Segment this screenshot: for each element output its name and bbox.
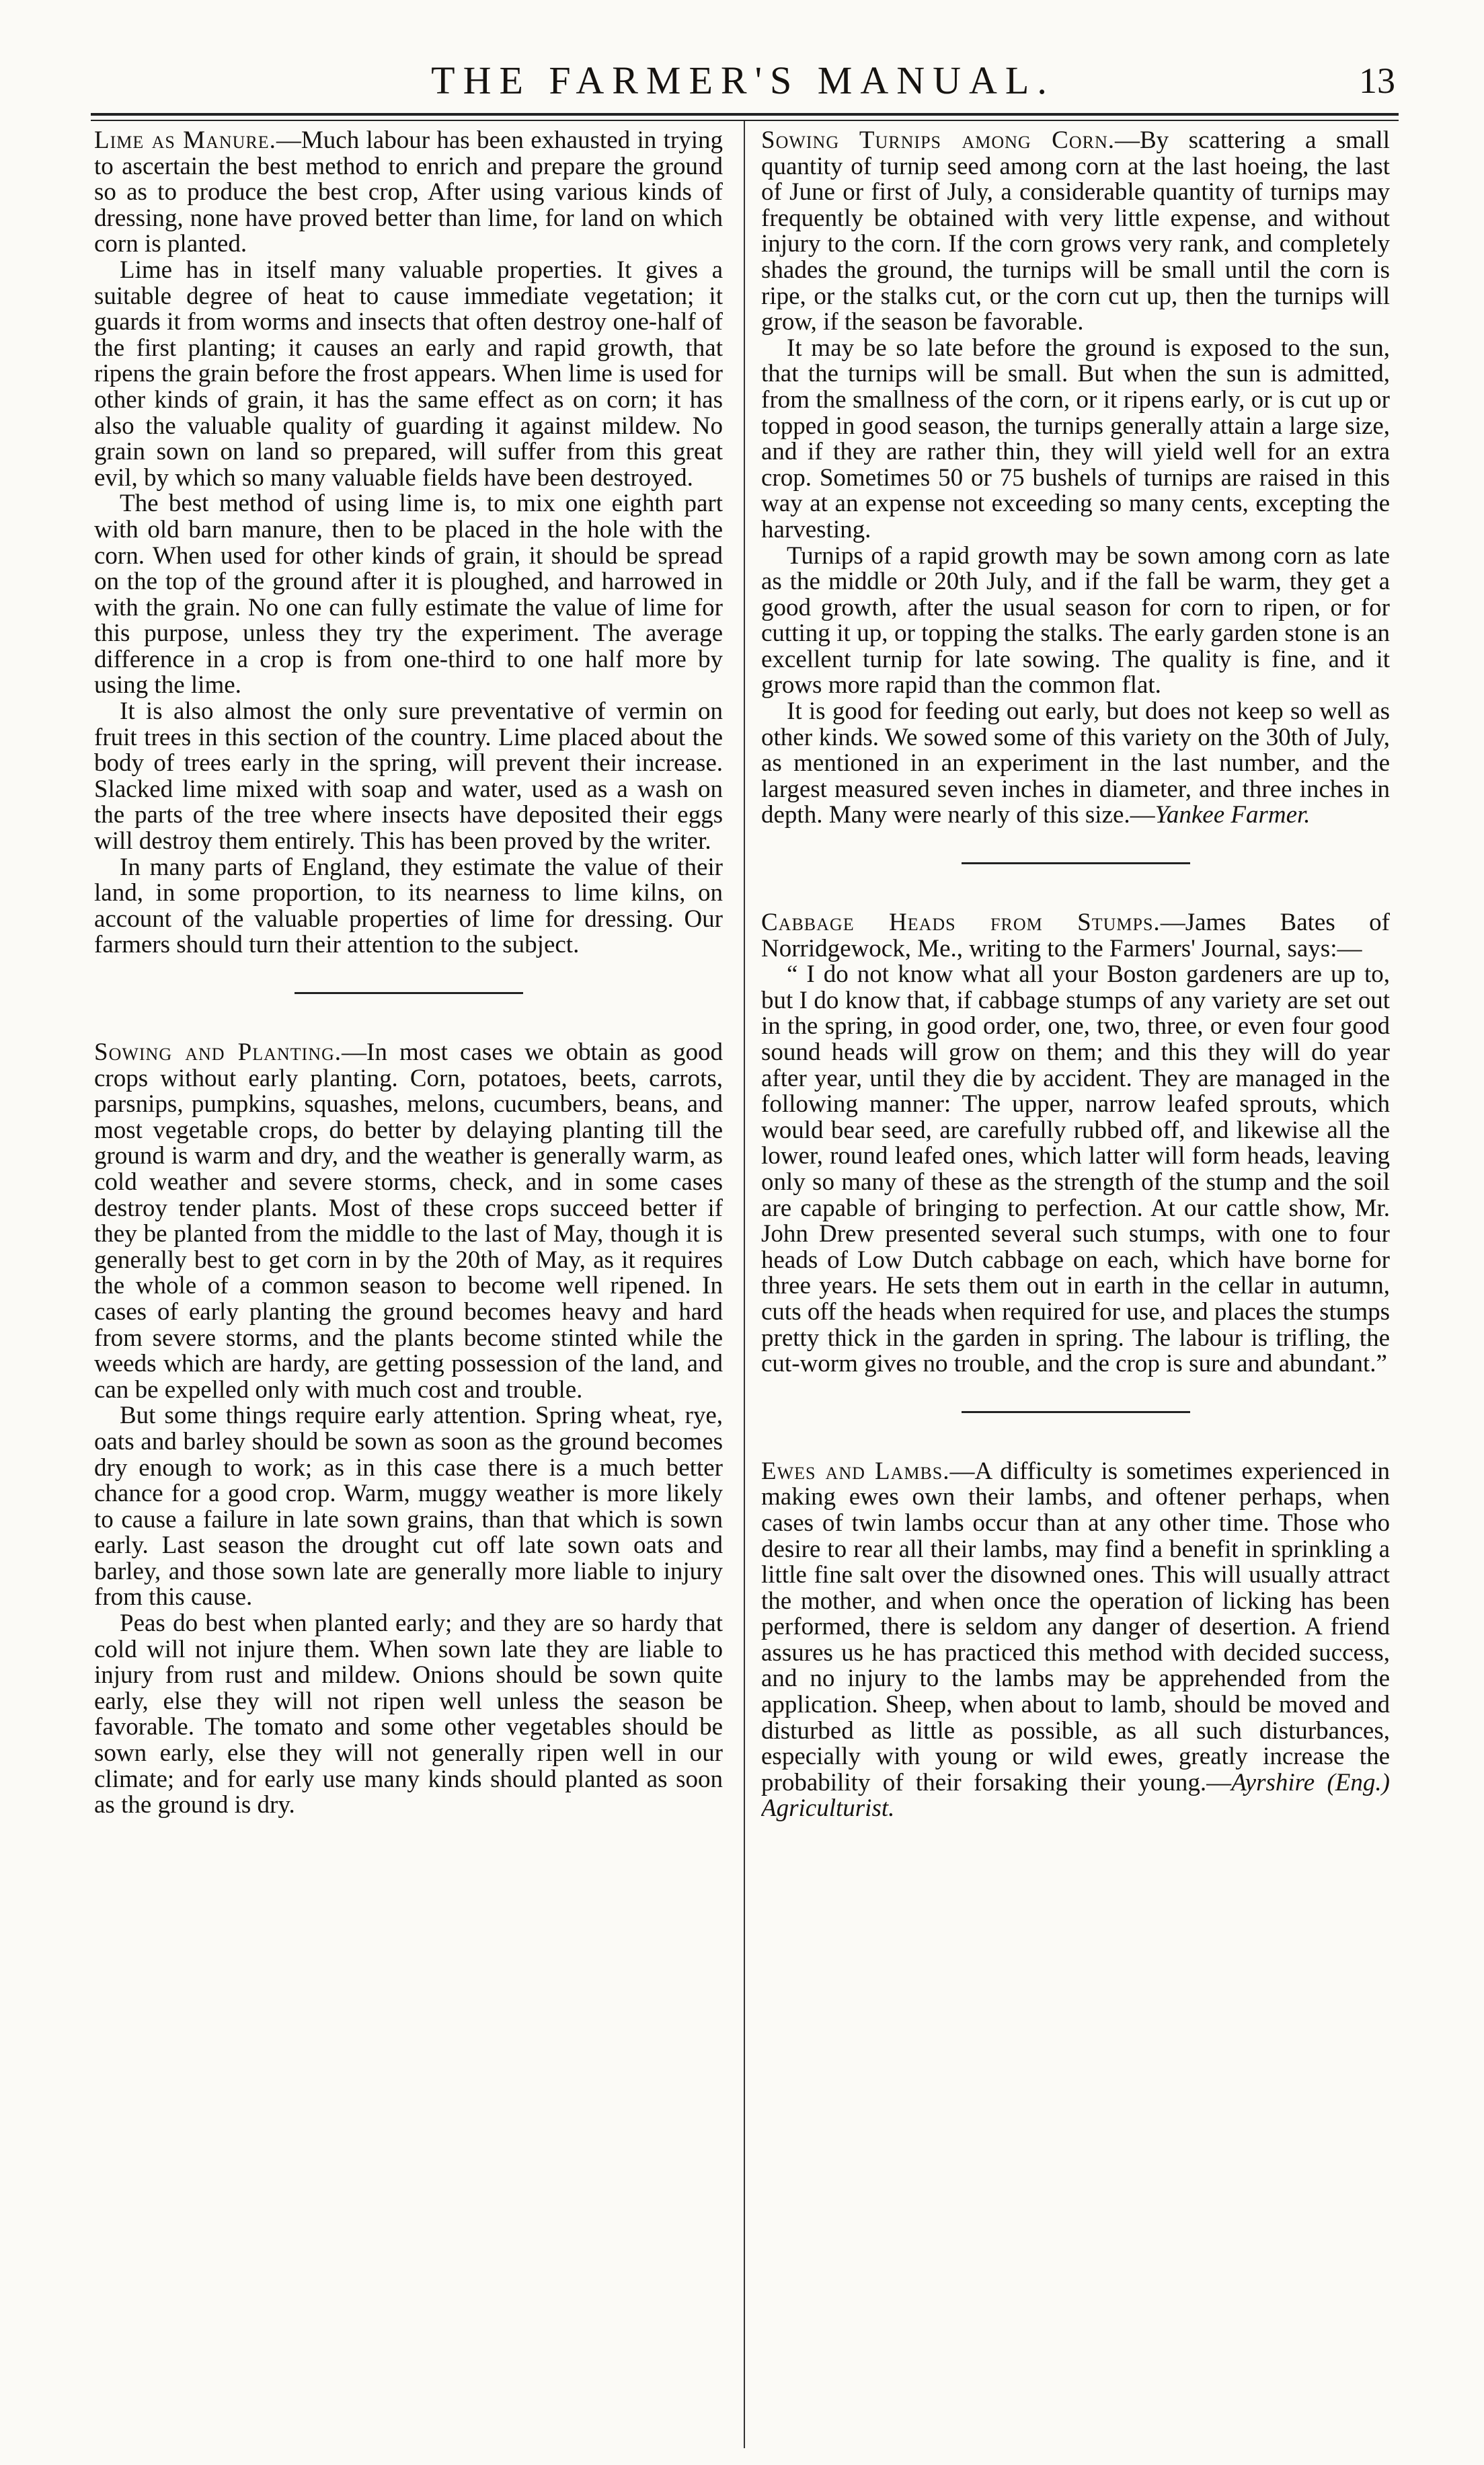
article-text: —Much labour has been exhausted in trying to ascertain the best method to enrich and prepare the ground so as to produce the best crop, After using various kinds of dressing, none have proved better than lime, for land on which corn is planted.: [94, 128, 723, 258]
page-header: [87, 54, 1399, 108]
article-separator: [962, 862, 1190, 864]
article-heading: Lime as Manure.: [94, 128, 276, 154]
article-paragraph: Turnips of a rapid growth may be sown among corn as late as the middle or 20th July, and if the fall be warm, they get a good growth, after the usual season for corn to ripen, or for cutting it up, or topping the stalks. The early garden stone is an excellent turnip for late sowing. The quality is fine, and it grows more rapid than the common flat.: [761, 541, 1390, 699]
article-separator: [962, 1411, 1190, 1413]
article-paragraph: In many parts of England, they estimate the value of their land, in some proportion, to its nearness to lime kilns, on account of the valuable properties of lime for dressing. Our farmers should turn their attention to the subject.: [94, 853, 723, 959]
article-heading: Sowing and Planting.: [94, 1038, 342, 1066]
article-paragraph: [761, 1459, 1390, 1822]
column-divider: [744, 121, 745, 2448]
article-paragraph: But some things require early attention. Spring wheat, rye, oats and barley should be sown as soon as the ground becomes dry enough to work; as in this case there is a much better chance for a good crop. Warm, muggy weather is more likely to cause a failure in late sown grains, than that which is sown early. Last season the drought cut off late sown oats and barley, and those sown late are generally more liable to injury from this cause.: [94, 1402, 723, 1611]
article-paragraph: Lime has in itself many valuable properties. It gives a suitable degree of heat to cause immediate vegetation; it guards it from worms and insects that often destroy one-half of the first planting; it causes an early and rapid growth, that ripens the grain before the frost appears. When lime is used for other kinds of grain, it has the same effect as on corn; it has also the valuable quality of guarding it against mildew. No grain sown on land so prepared, will suffer from this great evil, by which so many valuable fields have been destroyed.: [94, 256, 723, 492]
article-heading: Ewes and Lambs.: [761, 1457, 950, 1485]
article-text: It is good for feeding out early, but does not keep so well as other kinds. We sowed some of this variety on the 30th of July, as mentioned in an experiment in the last number, and the largest measured seven inches in diameter, and three inches in depth. Many were nearly of this size.—: [761, 697, 1390, 829]
article-heading: Cabbage Heads from Stumps.: [761, 909, 1161, 937]
article-sowing-turnips: [761, 128, 1390, 829]
article-text: —A difficulty is sometimes experienced in making ewes own their lambs, and oftener perhaps, when cases of twin lambs occur than at any other time. Those who desire to rear all their lambs, may find a benefit in sprinkling a little fine salt over the disowned ones. This will usually attract the mother, and when once the operation of licking has been performed, there is seldom any danger of desertion. A friend assures us he has practiced this method with decided success, and no injury to the lambs may be apprehended from the application. Sheep, when about to lamb, should be moved and disturbed as little as possible, as all such disturbances, especially with young or wild ewes, greatly increase the probability of their forsaking their young.—: [761, 1457, 1390, 1796]
article-paragraph: It may be so late before the ground is exposed to the sun, that the turnips will be small. But when the sun is admitted, from the smallness of the corn, or it ripens early, or is cut up or topped in good season, the turnips generally attain a large size, and if they are rather thin, they will yield well for an extra crop. Sometimes 50 or 75 bushels of turnips are raised in this way at an expense not exceeding so many cents, excepting the harvesting.: [761, 334, 1390, 543]
article-paragraph: [761, 128, 1390, 336]
article-text: —By scattering a small quantity of turnip seed among corn at the last hoeing, the last of June or first of July, a considerable quantity of turnips may frequently be obtained with very little expense, and without injury to the corn. If the corn grows very rank, and completely shades the ground, the turnips will be small until the corn is ripe, or the stalks cut, or the corn cut up, then the turnips will grow, if the season be favorable.: [761, 128, 1390, 336]
article-ewes-and-lambs: [761, 1459, 1390, 1822]
article-heading: Sowing Turnips among Corn.: [761, 128, 1115, 154]
article-paragraph: [94, 128, 723, 258]
article-paragraph: [761, 699, 1390, 829]
article-paragraph: “ I do not know what all your Boston gardeners are up to, but I do know that, if cabbage stumps of any variety are set out in the spring, in good order, one, two, three, or even four good sound heads will grow on them; and this they will do year after year, until they die by accident. They are managed in the following manner: The upper, narrow leafed sprouts, which would bear seed, are carefully rubbed off, and likewise all the lower, round leafed ones, which latter will form heads, leaving only so many of these as the strength of the stump and the soil are capable of bringing to perfection. At our cattle show, Mr. John Drew presented several such stumps, with one to four heads of Low Dutch cabbage on each, which have borne for three years. He sets them out in earth in the cellar in autumn, cuts off the heads when required for use, and places the stumps pretty thick in the garden in spring. The labour is trifling, the cut-worm gives no trouble, and the crop is sure and abundant.”: [761, 960, 1390, 1378]
page-number: 13: [1359, 61, 1395, 101]
article-text: —James Bates of Norridgewock, Me., writing to the Farmers' Journal, says:—: [761, 909, 1390, 962]
article-paragraph: The best method of using lime is, to mix one eighth part with old barn manure, then to be placed in the hole with the corn. When used for other kinds of grain, it should be spread on the top of the ground after it is ploughed, and harrowed in with the grain. No one can fully estimate the value of lime for this purpose, unless they try the experiment. The average difference in a crop is from one-third to one half more by using the lime.: [94, 490, 723, 699]
header-rule: [91, 113, 1399, 116]
article-paragraph: [94, 1040, 723, 1403]
article-source: Ayrshire (Eng.) Agriculturist.: [761, 1768, 1390, 1823]
left-column: [94, 128, 723, 2448]
article-paragraph: Peas do best when planted early; and they are so hardy that cold will not injure them. When sown late they are liable to injury from rust and mildew. Onions should be sown quite early, else they will not ripen well unless the season be favorable. The tomato and some other vegetables should be sown early, else they will not generally ripen well in our climate; and for early use many kinds should planted as soon as the ground is dry.: [94, 1609, 723, 1819]
article-text: —In most cases we obtain as good crops without early planting. Corn, potatoes, beets, carrots, parsnips, pumpkins, squashes, melons, cucumbers, beans, and most vegetable crops, do better by delaying planting till the ground is warm and dry, and the weather is generally warm, as cold weather and severe storms, check, and in some cases destroy tender plants. Most of these crops succeed better if they be planted from the middle to the last of May, though it is generally best to get corn in by the 20th of May, as it requires the whole of a common season to become well ripened. In cases of early planting the ground becomes heavy and hard from severe storms, and the plants become stinted while the weeds which are hardy, are getting possession of the land, and can be expelled only with much cost and trouble.: [94, 1038, 723, 1404]
article-sowing-and-planting: [94, 1040, 723, 1819]
article-paragraph: It is also almost the only sure preventative of vermin on fruit trees in this section of the country. Lime placed about the body of trees early in the spring, will prevent their increase. Slacked lime mixed with soap and water, used as a wash on the parts of the tree where insects have deposited their eggs will destroy them entirely. This has been proved by the writer.: [94, 697, 723, 856]
article-lime-as-manure: [94, 128, 723, 958]
article-separator: [295, 992, 523, 994]
right-column: [761, 128, 1390, 2448]
article-source: Yankee Farmer.: [1155, 801, 1311, 829]
running-title: THE FARMER'S MANUAL.: [431, 59, 1055, 102]
article-paragraph: [761, 910, 1390, 962]
article-cabbage-heads: [761, 910, 1390, 1377]
